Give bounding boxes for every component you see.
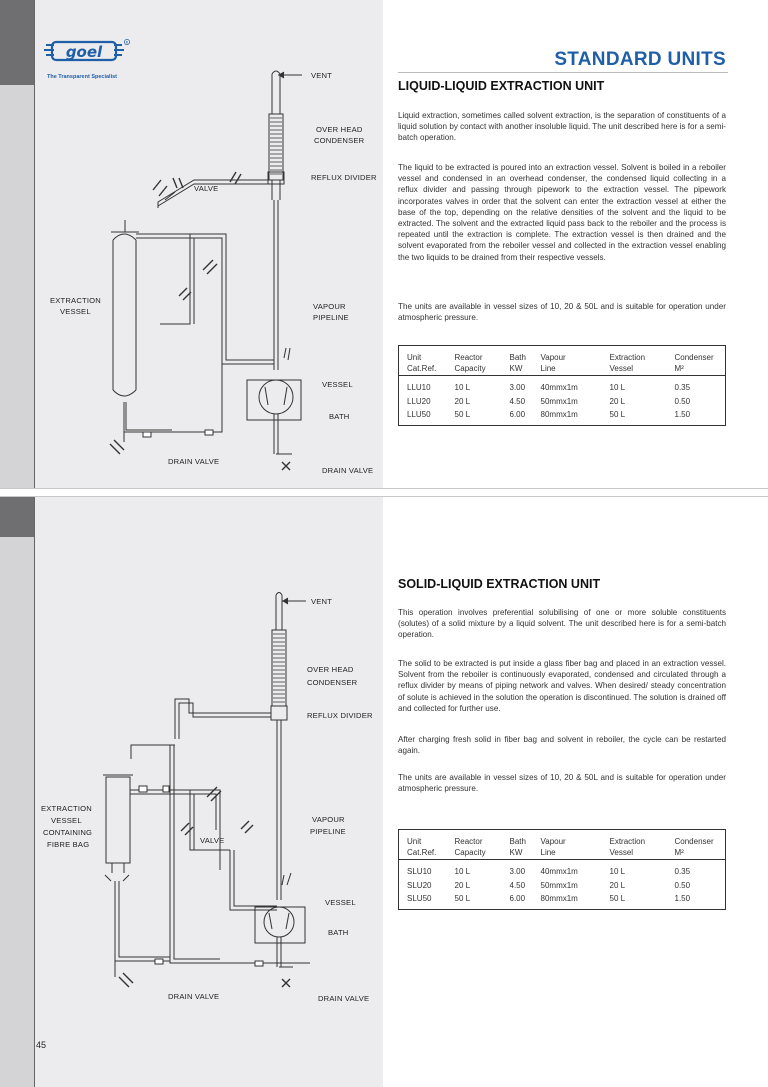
table-header-row (399, 346, 726, 363)
table-row (399, 409, 726, 426)
label-drain-valve-left-2: DRAIN VALVE (168, 992, 220, 1001)
table-header-cell: Vapour (540, 352, 566, 362)
left-strip-top (0, 0, 34, 488)
section1-paragraph-3: The units are available in vessel sizes of 10, 20 & 50L and is suitable for operation under atmospheric pressure. (398, 302, 726, 323)
table-cell: 0.35 (674, 867, 691, 876)
table-row (399, 865, 726, 879)
section2-paragraph-4: The units are available in vessel sizes of 10, 20 & 50L and is suitable for operation under atmospheric pressure. (398, 773, 726, 794)
table-cell: 10 L (609, 383, 626, 392)
label-bath-2: BATH (328, 928, 349, 937)
label-vessel-2: VESSEL (325, 898, 356, 907)
table-row (399, 893, 726, 910)
table-header-cell: Line (540, 364, 556, 374)
label-overhead-condenser-1-2: OVER HEAD (307, 665, 354, 674)
table-header-cell: Condenser (674, 352, 714, 362)
label-extraction-vessel-2-1: EXTRACTION (41, 804, 92, 813)
table-header-cell: Capacity (454, 848, 486, 858)
table-cell: SLU20 (407, 881, 432, 890)
table-header-row (399, 830, 726, 847)
table-cell: LLU50 (407, 410, 431, 420)
title-rule (398, 72, 728, 73)
table-cell: LLU10 (407, 383, 431, 392)
label-vapour-pipeline-2: PIPELINE (313, 313, 349, 322)
table-header-cell: Capacity (454, 364, 486, 374)
table-header-cell: Cat.Ref. (407, 364, 437, 374)
section-separator (0, 488, 768, 497)
page-title: STANDARD UNITS (554, 49, 726, 70)
table-cell: 80mmx1m (540, 410, 578, 420)
label-overhead-condenser-1: OVER HEAD (316, 125, 363, 134)
label-reflux-divider-2: REFLUX DIVIDER (307, 711, 373, 720)
table-cell: 0.35 (674, 383, 691, 392)
table-cell: 10 L (609, 867, 626, 876)
solid-liquid-extraction-diagram (35, 585, 383, 1015)
table-cell: 1.50 (674, 410, 691, 420)
section2-paragraph-1: This operation involves preferential solubilising of one or more soluble constituents (solutes) of a solid mixture by a liquid solvent. The unit described here is for a semi-batch operation. (398, 608, 726, 640)
table-header-cell: Unit (407, 836, 422, 846)
table-cell: SLU50 (407, 894, 432, 904)
table-header-cell: Unit (407, 352, 422, 362)
label-overhead-condenser-2: CONDENSER (314, 136, 365, 145)
table-header-cell: Vessel (609, 848, 634, 858)
table-cell: 50 L (609, 894, 626, 904)
section1-paragraph-1: Liquid extraction, sometimes called solvent extraction, is the separation of constituents of a liquid solution by contact with another insoluble liquid. The unit described here is for a semi-batch operation. (398, 111, 726, 143)
table-cell: 20 L (609, 881, 626, 890)
table-cell: 20 L (609, 397, 626, 406)
table-cell: 50 L (454, 894, 471, 904)
brand-tagline: The Transparent Specialist (47, 74, 117, 80)
table-cell: 4.50 (509, 881, 526, 890)
table-cell: 0.50 (674, 397, 691, 406)
table-row (399, 381, 726, 395)
table-cell: 1.50 (674, 894, 691, 904)
label-vent: VENT (311, 71, 333, 80)
table-header-cell: Line (540, 848, 556, 858)
spec-table-solid-liquid (398, 829, 726, 910)
label-drain-valve-right: DRAIN VALVE (322, 466, 374, 475)
table-header-cell: Extraction (609, 836, 646, 846)
left-strip-dark-bottom (0, 497, 34, 537)
table-header-cell: Reactor (454, 836, 483, 846)
table-header-row (399, 847, 726, 860)
label-valve-2: VALVE (200, 836, 225, 845)
logo-wordmark: goel (65, 43, 103, 61)
table-header-cell: KW (509, 364, 523, 374)
table-header-cell: Extraction (609, 352, 646, 362)
table-header-cell: Bath (509, 836, 526, 846)
table-header-cell: Vapour (540, 836, 566, 846)
left-strip-bottom (0, 497, 34, 1087)
table-cell: 80mmx1m (540, 894, 578, 904)
label-reflux-divider: REFLUX DIVIDER (311, 173, 377, 182)
table-cell: 20 L (454, 397, 471, 406)
table-cell: 50mmx1m (540, 881, 578, 890)
table-cell: LLU20 (407, 397, 431, 406)
table-cell: 50 L (609, 410, 626, 420)
label-extraction-vessel-1: EXTRACTION (50, 296, 101, 305)
table-header-cell: Bath (509, 352, 526, 362)
table-header-cell: Cat.Ref. (407, 848, 437, 858)
label-vapour-pipeline-1: VAPOUR (313, 302, 346, 311)
label-extraction-vessel-2: VESSEL (60, 307, 91, 316)
section2-paragraph-2: The solid to be extracted is put inside a glass fiber bag and placed in an extraction vessel. Solvent from the reboiler is continuously evaporated, condensed and circulated through a reflux divider by means of piping network and valves. When desired/ steady concentration of solute is achieved in the solution the operation is discontinued. The solution is drained off and collected for further use. (398, 659, 726, 713)
table-cell: SLU10 (407, 867, 432, 876)
section-title-liquid-liquid: LIQUID-LIQUID EXTRACTION UNIT (398, 79, 605, 93)
table-cell: 50mmx1m (540, 397, 578, 406)
table-cell: 6.00 (509, 410, 526, 420)
table-header-cell: Vessel (609, 364, 634, 374)
table-cell: 10 L (454, 383, 471, 392)
table-header-cell: Reactor (454, 352, 483, 362)
label-vapour-pipeline-2-1: VAPOUR (312, 815, 345, 824)
spec-table-liquid-liquid (398, 345, 726, 426)
label-extraction-vessel-2-4: FIBRE BAG (47, 840, 90, 849)
table-row (399, 395, 726, 409)
table-header-cell: KW (509, 848, 523, 858)
section1-paragraph-2: The liquid to be extracted is poured into an extraction vessel. Solvent is boiled in a reboiler vessel and condensed in an overhead condenser, the condensed liquid collecting in a reflux divider and passing through pipework to the extraction vessel. The pipework incorporates valves in order that the solvent can enter the extraction vessel at either the base of the top, depending on the relative densities of the solvent and the liquid to be extracted. The solvent and the extracted liquid pass back to the reboiler and the process is repeated until the extraction is complete. The extraction vessel is then drained and the solvent evaporated from the reboiler vessel and collected in the extraction vessel enabling the two liquids to be drained from their respective vessels. (398, 163, 726, 262)
label-vessel: VESSEL (322, 380, 353, 389)
table-cell: 3.00 (509, 867, 526, 876)
table-cell: 3.00 (509, 383, 526, 392)
table-cell: 50 L (454, 410, 471, 420)
label-extraction-vessel-2-2: VESSEL (51, 816, 82, 825)
table-cell: 6.00 (509, 894, 526, 904)
page-number: 45 (36, 1040, 47, 1050)
table-cell: 0.50 (674, 881, 691, 890)
label-drain-valve-left: DRAIN VALVE (168, 457, 220, 466)
label-vapour-pipeline-2-2: PIPELINE (310, 827, 346, 836)
svg-text:R: R (125, 39, 129, 45)
table-header-cell: M² (674, 848, 684, 858)
label-overhead-condenser-2-2: CONDENSER (307, 678, 358, 687)
table-cell: 10 L (454, 867, 471, 876)
section-title-solid-liquid: SOLID-LIQUID EXTRACTION UNIT (398, 577, 601, 591)
table-header-cell: Condenser (674, 836, 714, 846)
table-cell: 40mmx1m (540, 867, 578, 876)
left-strip-dark-top (0, 0, 34, 85)
table-header-row (399, 363, 726, 376)
table-header-cell: M² (674, 364, 684, 374)
label-valve: VALVE (194, 184, 219, 193)
label-extraction-vessel-2-3: CONTAINING (43, 828, 93, 837)
label-bath: BATH (329, 412, 350, 421)
label-drain-valve-right-2: DRAIN VALVE (318, 994, 370, 1003)
table-cell: 40mmx1m (540, 383, 578, 392)
section2-paragraph-3: After charging fresh solid in fiber bag and solvent in reboiler, the cycle can be restarted again. (398, 735, 726, 756)
table-cell: 20 L (454, 881, 471, 890)
table-cell: 4.50 (509, 397, 526, 406)
table-row (399, 879, 726, 893)
label-vent-2: VENT (311, 597, 333, 606)
